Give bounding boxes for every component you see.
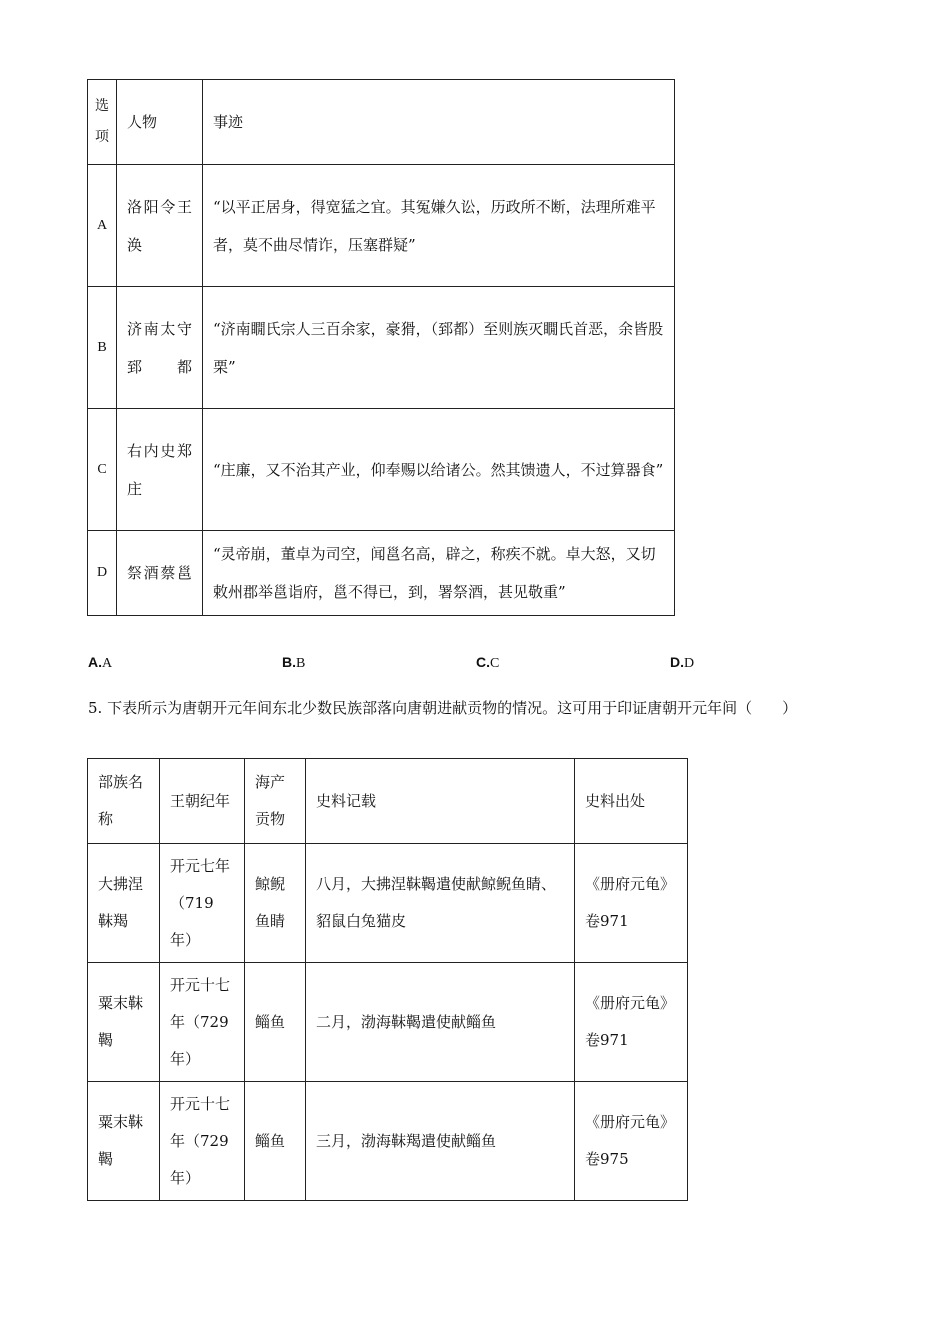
- row-source: 《册府元龟》卷971: [575, 963, 688, 1082]
- table-row: [88, 1082, 688, 1201]
- choice-b[interactable]: B.B: [282, 654, 306, 671]
- header-tribe: 部族名称: [88, 759, 160, 844]
- header-deeds: 事迹: [203, 80, 675, 165]
- row-deeds: “济南瞯氏宗人三百余家，豪猾，（郅都）至则族灭瞯氏首恶，余皆股栗”: [203, 287, 675, 409]
- row-option: D: [88, 531, 117, 616]
- row-tribe: 粟末靺鞨: [88, 1082, 160, 1201]
- table-row: [88, 531, 675, 616]
- row-reign-year: 开元十七年（729年）: [160, 963, 245, 1082]
- header-source: 史料出处: [575, 759, 688, 844]
- row-tribe: 粟末靺鞨: [88, 963, 160, 1082]
- header-reign-year: 王朝纪年: [160, 759, 245, 844]
- row-record: 八月，大拂涅靺鞨遣使献鲸鲵鱼睛、貂鼠白兔猫皮: [306, 844, 575, 963]
- table-row: [88, 409, 675, 531]
- row-option: A: [88, 165, 117, 287]
- header-option: 选项: [88, 80, 117, 165]
- choice-c[interactable]: C.C: [476, 654, 500, 671]
- row-tribute: 鲸鲵鱼睛: [245, 844, 306, 963]
- officials-table: [87, 79, 675, 616]
- row-deeds: “灵帝崩，董卓为司空，闻邕名高，辟之，称疾不就。卓大怒，又切敕州郡举邕诣府，邕不得已，到，署祭酒，甚见敬重”: [203, 531, 675, 616]
- header-person: 人物: [117, 80, 203, 165]
- row-tribute: 鲻鱼: [245, 1082, 306, 1201]
- header-tribute: 海产贡物: [245, 759, 306, 844]
- row-tribe: 大拂涅靺羯: [88, 844, 160, 963]
- choice-d[interactable]: D.D: [670, 654, 695, 671]
- row-record: 三月，渤海靺羯遣使献鲻鱼: [306, 1082, 575, 1201]
- tribute-table: [87, 758, 688, 1201]
- row-person: 祭酒蔡邕: [117, 531, 203, 616]
- question-5-text: 5. 下表所示为唐朝开元年间东北少数民族部落向唐朝进献贡物的情况。这可用于印证唐朝开元年间（ ）: [88, 699, 798, 717]
- table-row: [88, 844, 688, 963]
- table-row: [88, 963, 688, 1082]
- answer-choices: [88, 654, 888, 676]
- row-person: 济南太守郅都: [117, 287, 203, 409]
- row-deeds: “以平正居身，得宽猛之宜。其冤嫌久讼，历政所不断，法理所难平者，莫不曲尽情诈，压塞群疑”: [203, 165, 675, 287]
- row-source: 《册府元龟》卷975: [575, 1082, 688, 1201]
- table-header-row: [88, 80, 675, 165]
- row-reign-year: 开元七年（719年）: [160, 844, 245, 963]
- header-record: 史料记载: [306, 759, 575, 844]
- row-tribute: 鲻鱼: [245, 963, 306, 1082]
- table-row: [88, 287, 675, 409]
- row-person: 右内史郑庄: [117, 409, 203, 531]
- row-person: 洛阳令王涣: [117, 165, 203, 287]
- choice-a[interactable]: A.A: [88, 654, 113, 671]
- row-deeds: “庄廉，又不治其产业，仰奉赐以给诸公。然其馈遗人，不过算器食”: [203, 409, 675, 531]
- row-reign-year: 开元十七年（729年）: [160, 1082, 245, 1201]
- row-record: 二月，渤海靺鞨遣使献鲻鱼: [306, 963, 575, 1082]
- row-source: 《册府元龟》卷971: [575, 844, 688, 963]
- table-header-row: [88, 759, 688, 844]
- row-option: C: [88, 409, 117, 531]
- table-row: [88, 165, 675, 287]
- row-option: B: [88, 287, 117, 409]
